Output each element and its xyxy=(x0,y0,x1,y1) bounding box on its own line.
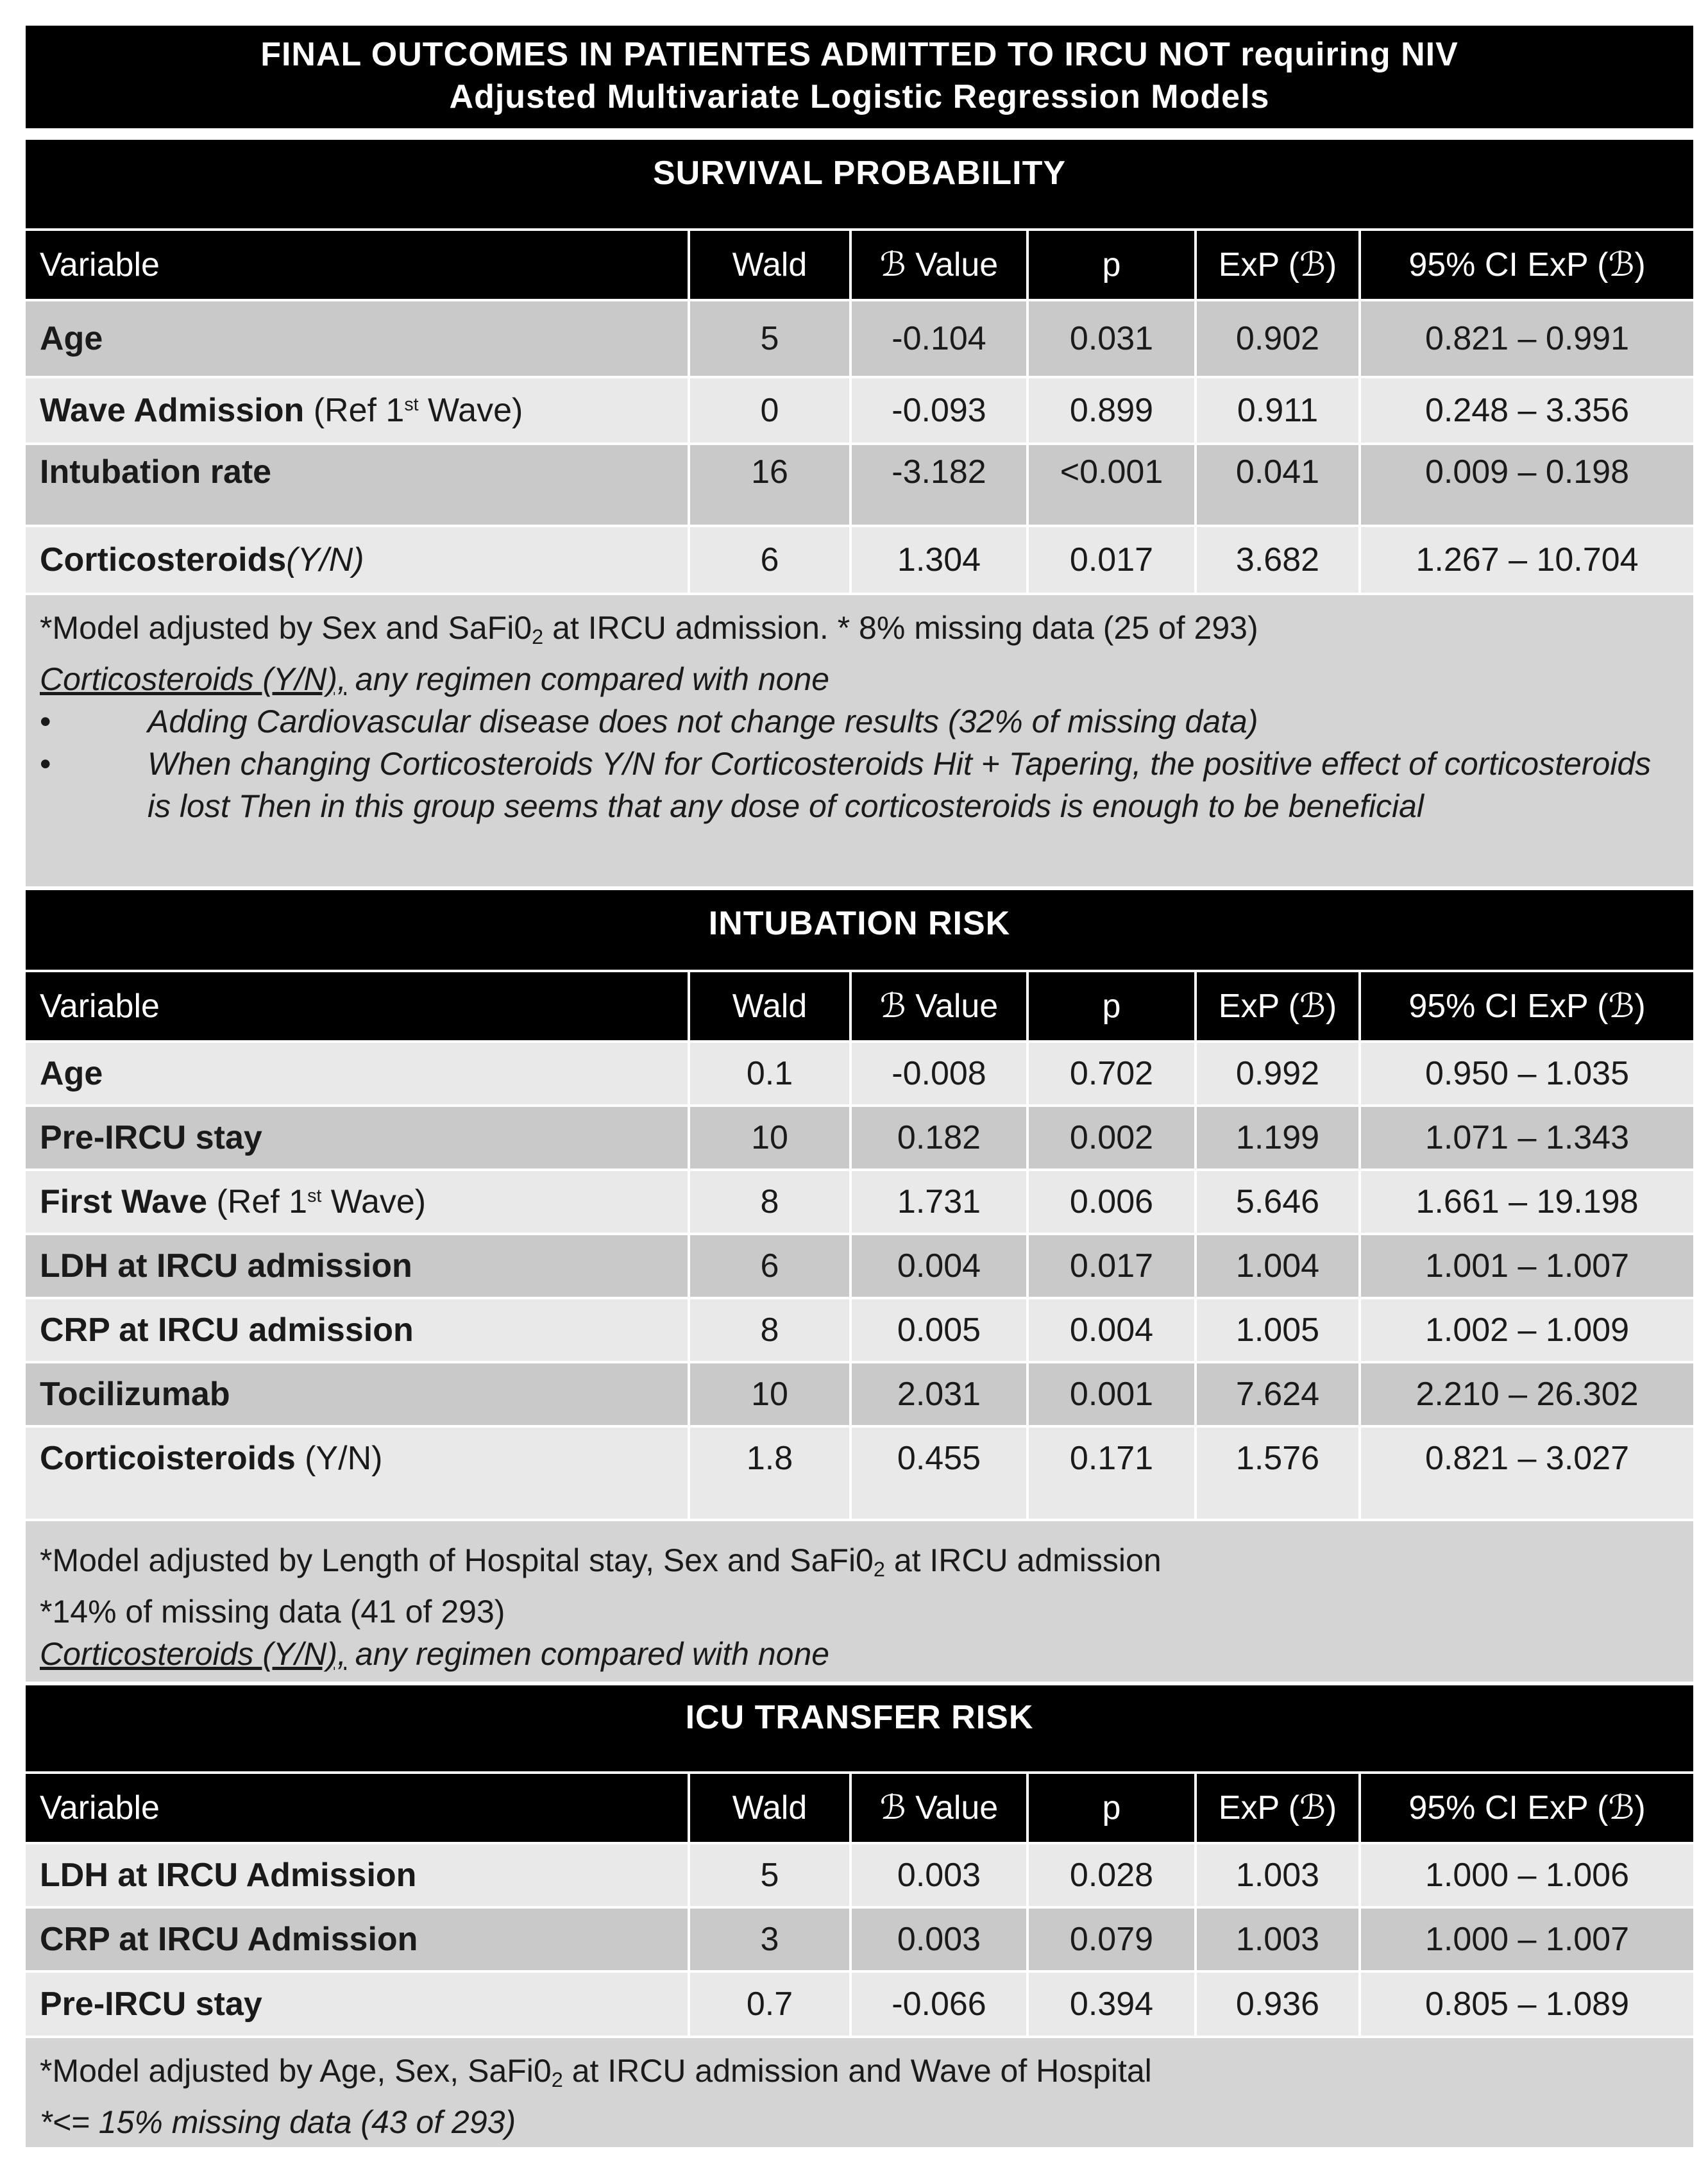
variable-name: First Wave xyxy=(40,1183,208,1220)
variable-name: LDH at IRCU Admission xyxy=(40,1857,417,1894)
col-exp: ExP (ℬ) xyxy=(1196,971,1360,1042)
variable-note: (Ref 1 xyxy=(304,392,405,429)
wald-cell: 0 xyxy=(689,377,850,444)
intubation-footnote: *Model adjusted by Length of Hospital stay, Sex and $SaFi0_2$ at IRCU admission *14% of missing data (41 of 293) Corticosteroids (Y/N), any regimen compared with none xyxy=(26,1521,1693,1682)
p-cell: 0.028 xyxy=(1027,1843,1196,1907)
col-exp: ExP (ℬ) xyxy=(1196,230,1360,300)
page-title-banner xyxy=(26,26,1693,128)
variable-note: (Ref 1 xyxy=(207,1183,308,1220)
p-cell: 0.394 xyxy=(1027,1971,1196,2036)
survival-footnote: *Model adjusted by Sex and $SaFi0_2$ at IRCU admission. * 8% missing data (25 of 293) Corticosteroids (Y/N), any regimen compared with none • Adding Cardiovascular disease does not change results (32% of missing data) • When changing Corticosteroids Y/N for Corticosteroids Hit + Tapering, the positive effect of corticosteroids is lost Then in this group seems that any dose of corticosteroids is enough to be beneficial xyxy=(26,595,1693,886)
table-row xyxy=(26,1298,1693,1362)
p-cell: 0.017 xyxy=(1027,526,1196,593)
col-wald: Wald xyxy=(689,971,850,1042)
b-cell: 0.003 xyxy=(850,1907,1027,1971)
icu-header-row xyxy=(26,1773,1693,1843)
table-row xyxy=(26,526,1693,593)
bullet-icon: • xyxy=(40,704,51,740)
wald-cell: 1.8 xyxy=(689,1426,850,1519)
variable-note: (Y/N) xyxy=(295,1440,383,1477)
variable-name: CRP at IRCU Admission xyxy=(40,1921,418,1958)
ci-cell: 0.821 – 0.991 xyxy=(1360,300,1693,377)
survival-table xyxy=(26,228,1693,593)
p-cell: 0.004 xyxy=(1027,1298,1196,1362)
b-cell: 0.005 xyxy=(850,1298,1027,1362)
variable-note: Wave) xyxy=(321,1183,427,1220)
col-variable: Variable xyxy=(26,971,689,1042)
variable-name: Tocilizumab xyxy=(40,1376,230,1413)
col-ci: 95% CI ExP (ℬ) xyxy=(1360,1773,1693,1843)
b-cell: 0.455 xyxy=(850,1426,1027,1519)
table-row xyxy=(26,1362,1693,1426)
p-cell: 0.002 xyxy=(1027,1106,1196,1170)
ci-cell: 0.950 – 1.035 xyxy=(1360,1042,1693,1106)
exp-cell: 7.624 xyxy=(1196,1362,1360,1426)
b-cell: 0.003 xyxy=(850,1843,1027,1907)
col-b-value: ℬ Value xyxy=(850,971,1027,1042)
exp-cell: 1.003 xyxy=(1196,1843,1360,1907)
ci-cell: 0.009 – 0.198 xyxy=(1360,444,1693,526)
col-exp: ExP (ℬ) xyxy=(1196,1773,1360,1843)
exp-cell: 1.003 xyxy=(1196,1907,1360,1971)
exp-cell: 1.199 xyxy=(1196,1106,1360,1170)
survival-header-row xyxy=(26,230,1693,300)
exp-cell: 0.911 xyxy=(1196,377,1360,444)
col-p: p xyxy=(1027,1773,1196,1843)
table-row xyxy=(26,444,1693,526)
page xyxy=(26,26,1693,2147)
page-subtitle: Adjusted Multivariate Logistic Regression Models xyxy=(449,78,1270,115)
b-cell: -0.008 xyxy=(850,1042,1027,1106)
ci-cell: 1.661 – 19.198 xyxy=(1360,1170,1693,1234)
table-row xyxy=(26,1426,1693,1519)
variable-name: Corticosteroids xyxy=(40,541,287,578)
wald-cell: 8 xyxy=(689,1170,850,1234)
list-item: • When changing Corticosteroids Y/N for Corticosteroids Hit + Tapering, the positive effect of corticosteroids is lost Then in this group seems that any dose of corticosteroids is enough to be beneficial xyxy=(40,743,1679,827)
table-row xyxy=(26,1170,1693,1234)
table-row xyxy=(26,1971,1693,2036)
p-cell: <0.001 xyxy=(1027,444,1196,526)
b-cell: 0.182 xyxy=(850,1106,1027,1170)
variable-name: Age xyxy=(40,320,103,357)
wald-cell: 5 xyxy=(689,300,850,377)
p-cell: 0.006 xyxy=(1027,1170,1196,1234)
ci-cell: 1.001 – 1.007 xyxy=(1360,1234,1693,1298)
ci-cell: 1.000 – 1.007 xyxy=(1360,1907,1693,1971)
b-cell: -0.093 xyxy=(850,377,1027,444)
col-variable: Variable xyxy=(26,230,689,300)
icu-table xyxy=(26,1771,1693,2036)
icu-footnote: *Model adjusted by Age, Sex, $SaFi0_2$ at IRCU admission and Wave of Hospital *<= 15% missing data (43 of 293) xyxy=(26,2038,1693,2147)
wald-cell: 0.1 xyxy=(689,1042,850,1106)
col-ci: 95% CI ExP (ℬ) xyxy=(1360,971,1693,1042)
icu-section-title: ICU TRANSFER RISK xyxy=(26,1685,1693,1771)
exp-cell: 1.576 xyxy=(1196,1426,1360,1519)
b-cell: 1.304 xyxy=(850,526,1027,593)
col-wald: Wald xyxy=(689,1773,850,1843)
exp-cell: 0.041 xyxy=(1196,444,1360,526)
superscript: st xyxy=(307,1185,322,1206)
exp-cell: 1.005 xyxy=(1196,1298,1360,1362)
ci-cell: 1.000 – 1.006 xyxy=(1360,1843,1693,1907)
intubation-section-title: INTUBATION RISK xyxy=(26,890,1693,970)
table-row xyxy=(26,1907,1693,1971)
variable-name: LDH at IRCU admission xyxy=(40,1247,412,1285)
table-row xyxy=(26,1042,1693,1106)
intubation-table xyxy=(26,970,1693,1519)
ci-cell: 0.248 – 3.356 xyxy=(1360,377,1693,444)
p-cell: 0.017 xyxy=(1027,1234,1196,1298)
p-cell: 0.031 xyxy=(1027,300,1196,377)
ci-cell: 1.002 – 1.009 xyxy=(1360,1298,1693,1362)
table-row xyxy=(26,1106,1693,1170)
p-cell: 0.001 xyxy=(1027,1362,1196,1426)
exp-cell: 0.992 xyxy=(1196,1042,1360,1106)
variable-name: Intubation rate xyxy=(40,453,272,491)
ci-cell: 1.071 – 1.343 xyxy=(1360,1106,1693,1170)
exp-cell: 0.902 xyxy=(1196,300,1360,377)
variable-name: Pre-IRCU stay xyxy=(40,1986,262,2023)
wald-cell: 5 xyxy=(689,1843,850,1907)
col-variable: Variable xyxy=(26,1773,689,1843)
col-b-value: ℬ Value xyxy=(850,230,1027,300)
wald-cell: 3 xyxy=(689,1907,850,1971)
ci-cell: 0.805 – 1.089 xyxy=(1360,1971,1693,2036)
intubation-header-row xyxy=(26,971,1693,1042)
b-cell: -3.182 xyxy=(850,444,1027,526)
wald-cell: 16 xyxy=(689,444,850,526)
superscript: st xyxy=(404,394,419,415)
variable-note: (Y/N) xyxy=(286,541,364,578)
b-cell: -0.066 xyxy=(850,1971,1027,2036)
b-cell: 0.004 xyxy=(850,1234,1027,1298)
p-cell: 0.171 xyxy=(1027,1426,1196,1519)
list-item: • Adding Cardiovascular disease does not change results (32% of missing data) xyxy=(40,700,1679,743)
ci-cell: 0.821 – 3.027 xyxy=(1360,1426,1693,1519)
col-p: p xyxy=(1027,971,1196,1042)
table-row xyxy=(26,377,1693,444)
variable-name: Corticoisteroids xyxy=(40,1440,296,1477)
p-cell: 0.702 xyxy=(1027,1042,1196,1106)
p-cell: 0.079 xyxy=(1027,1907,1196,1971)
variable-note: Wave) xyxy=(418,392,523,429)
table-row xyxy=(26,1234,1693,1298)
ci-cell: 1.267 – 10.704 xyxy=(1360,526,1693,593)
variable-name: CRP at IRCU admission xyxy=(40,1312,414,1349)
ci-cell: 2.210 – 26.302 xyxy=(1360,1362,1693,1426)
bullet-icon: • xyxy=(40,746,51,782)
exp-cell: 5.646 xyxy=(1196,1170,1360,1234)
col-wald: Wald xyxy=(689,230,850,300)
variable-name: Age xyxy=(40,1055,103,1092)
col-ci: 95% CI ExP (ℬ) xyxy=(1360,230,1693,300)
p-cell: 0.899 xyxy=(1027,377,1196,444)
exp-cell: 0.936 xyxy=(1196,1971,1360,2036)
table-row xyxy=(26,300,1693,377)
b-cell: 1.731 xyxy=(850,1170,1027,1234)
wald-cell: 10 xyxy=(689,1106,850,1170)
exp-cell: 1.004 xyxy=(1196,1234,1360,1298)
wald-cell: 10 xyxy=(689,1362,850,1426)
table-row xyxy=(26,1843,1693,1907)
variable-name: Wave Admission xyxy=(40,392,305,429)
wald-cell: 6 xyxy=(689,1234,850,1298)
exp-cell: 3.682 xyxy=(1196,526,1360,593)
col-p: p xyxy=(1027,230,1196,300)
wald-cell: 6 xyxy=(689,526,850,593)
survival-section-title: SURVIVAL PROBABILITY xyxy=(26,140,1693,228)
b-cell: 2.031 xyxy=(850,1362,1027,1426)
col-b-value: ℬ Value xyxy=(850,1773,1027,1843)
wald-cell: 8 xyxy=(689,1298,850,1362)
wald-cell: 0.7 xyxy=(689,1971,850,2036)
page-title: FINAL OUTCOMES IN PATIENTES ADMITTED TO IRCU NOT requiring NIV xyxy=(260,36,1459,73)
variable-name: Pre-IRCU stay xyxy=(40,1119,262,1156)
b-cell: -0.104 xyxy=(850,300,1027,377)
